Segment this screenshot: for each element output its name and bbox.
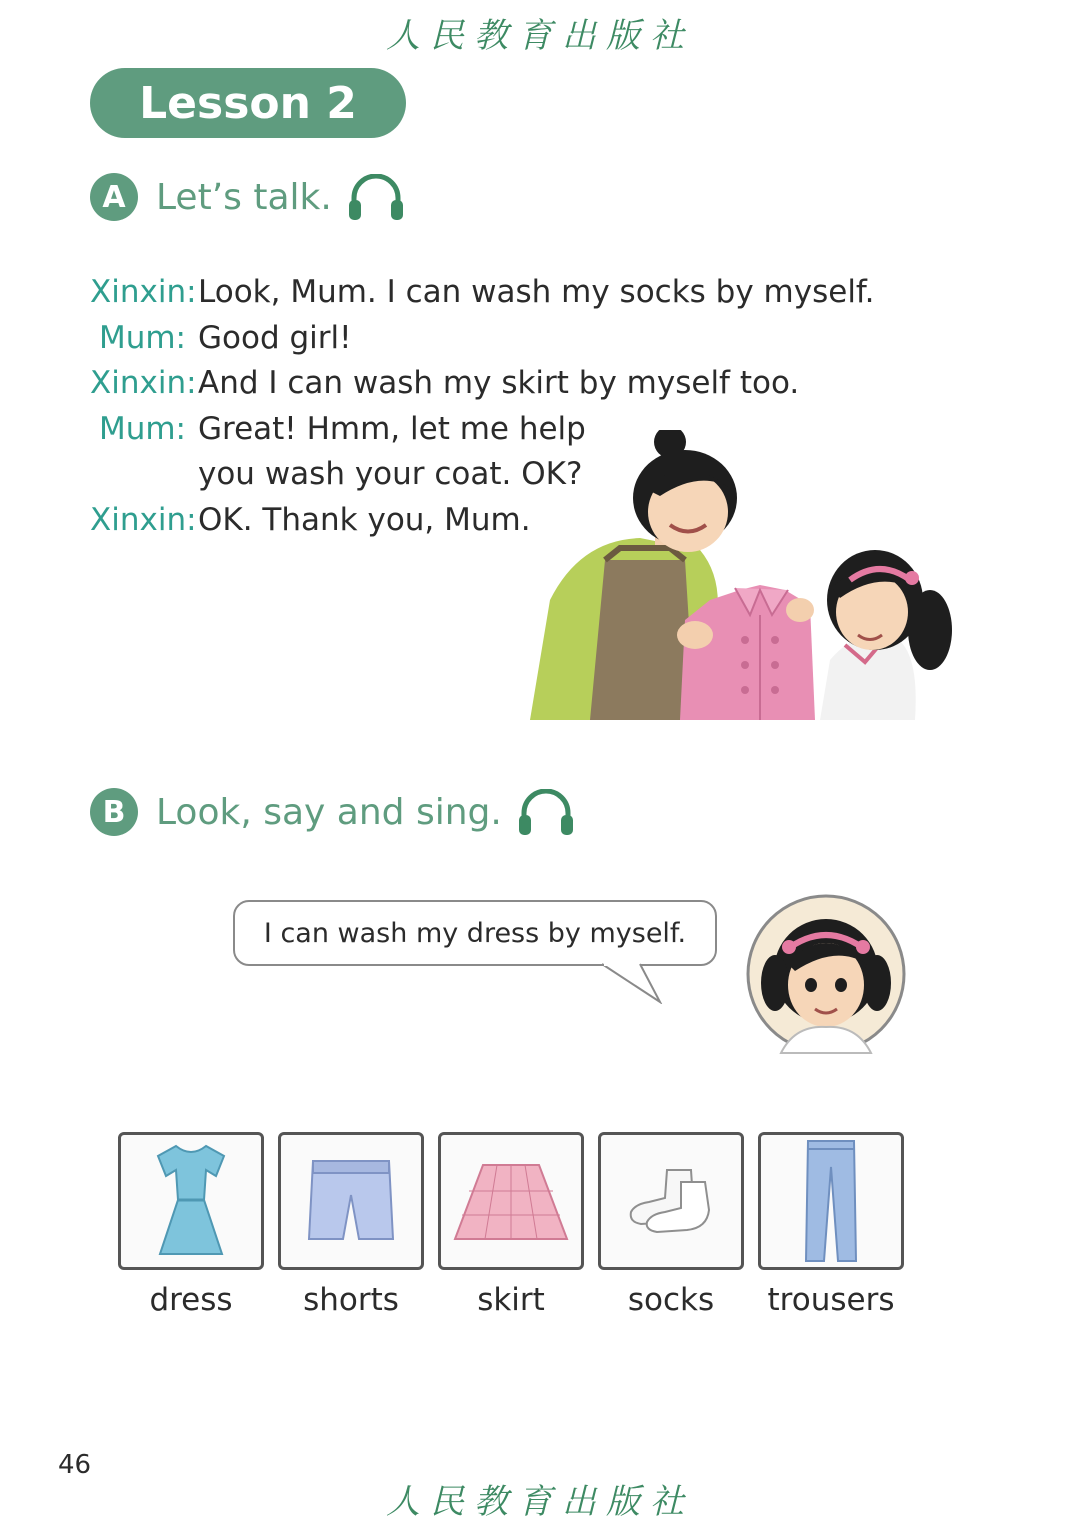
vocab-image-frame: [118, 1132, 264, 1270]
speech-bubble: I can wash my dress by myself.: [233, 900, 717, 966]
speech-text: Great! Hmm, let me help: [198, 410, 586, 447]
vocabulary-cards: [118, 1132, 908, 1332]
dialogue-line: [90, 316, 874, 362]
mother-daughter-coat-illustration: [510, 430, 960, 720]
speaker-label: Mum:: [98, 319, 186, 356]
speech-text: OK. Thank you, Mum.: [198, 501, 531, 538]
lesson-title: Lesson 2: [90, 68, 406, 138]
dialogue-line: [90, 270, 874, 316]
speaker-label: Xinxin:: [90, 274, 197, 310]
dialogue-line: [90, 361, 874, 407]
girl-portrait: [745, 893, 907, 1055]
publisher-watermark-top: 人民教育出版社: [386, 16, 694, 56]
section-a-title: Let’s talk.: [156, 176, 332, 218]
vocab-label: dress: [149, 1282, 233, 1318]
socks-icon: [621, 1166, 721, 1236]
speech-text: Look, Mum. I can wash my socks by myself.: [198, 274, 875, 310]
speech-bubble-tail: [600, 962, 670, 1004]
headphones-icon[interactable]: [346, 174, 406, 220]
speaker-label: Mum:: [98, 410, 186, 447]
vocab-card-socks[interactable]: [598, 1132, 744, 1318]
dress-icon: [146, 1142, 236, 1260]
section-a-badge: A: [90, 173, 138, 221]
speech-text: you wash your coat. OK?: [198, 456, 583, 492]
vocab-image-frame: [438, 1132, 584, 1270]
section-a-header: [90, 173, 406, 221]
section-b-badge: B: [90, 788, 138, 836]
page-number: 46: [58, 1450, 92, 1480]
vocab-card-trousers[interactable]: [758, 1132, 904, 1318]
vocab-card-shorts[interactable]: [278, 1132, 424, 1318]
skirt-icon: [449, 1151, 573, 1251]
vocab-image-frame: [758, 1132, 904, 1270]
vocab-label: trousers: [767, 1282, 895, 1318]
speaker-label: [90, 452, 198, 498]
headphones-icon[interactable]: [516, 789, 576, 835]
vocab-label: skirt: [477, 1282, 545, 1318]
vocab-label: socks: [627, 1282, 715, 1318]
speaker-label: Xinxin:: [90, 365, 197, 401]
speech-text: And I can wash my skirt by myself too.: [198, 365, 800, 401]
vocab-card-dress[interactable]: [118, 1132, 264, 1318]
section-b-header: [90, 788, 576, 836]
section-b-title: Look, say and sing.: [156, 791, 502, 833]
speaker-label: Xinxin:: [90, 501, 197, 538]
speech-text: Good girl!: [198, 319, 352, 356]
trousers-icon: [796, 1137, 866, 1265]
vocab-image-frame: [598, 1132, 744, 1270]
publisher-watermark-bottom: 人民教育出版社: [386, 1482, 694, 1522]
vocab-card-skirt[interactable]: [438, 1132, 584, 1318]
vocab-label: shorts: [303, 1282, 399, 1318]
shorts-icon: [301, 1151, 401, 1251]
vocab-image-frame: [278, 1132, 424, 1270]
